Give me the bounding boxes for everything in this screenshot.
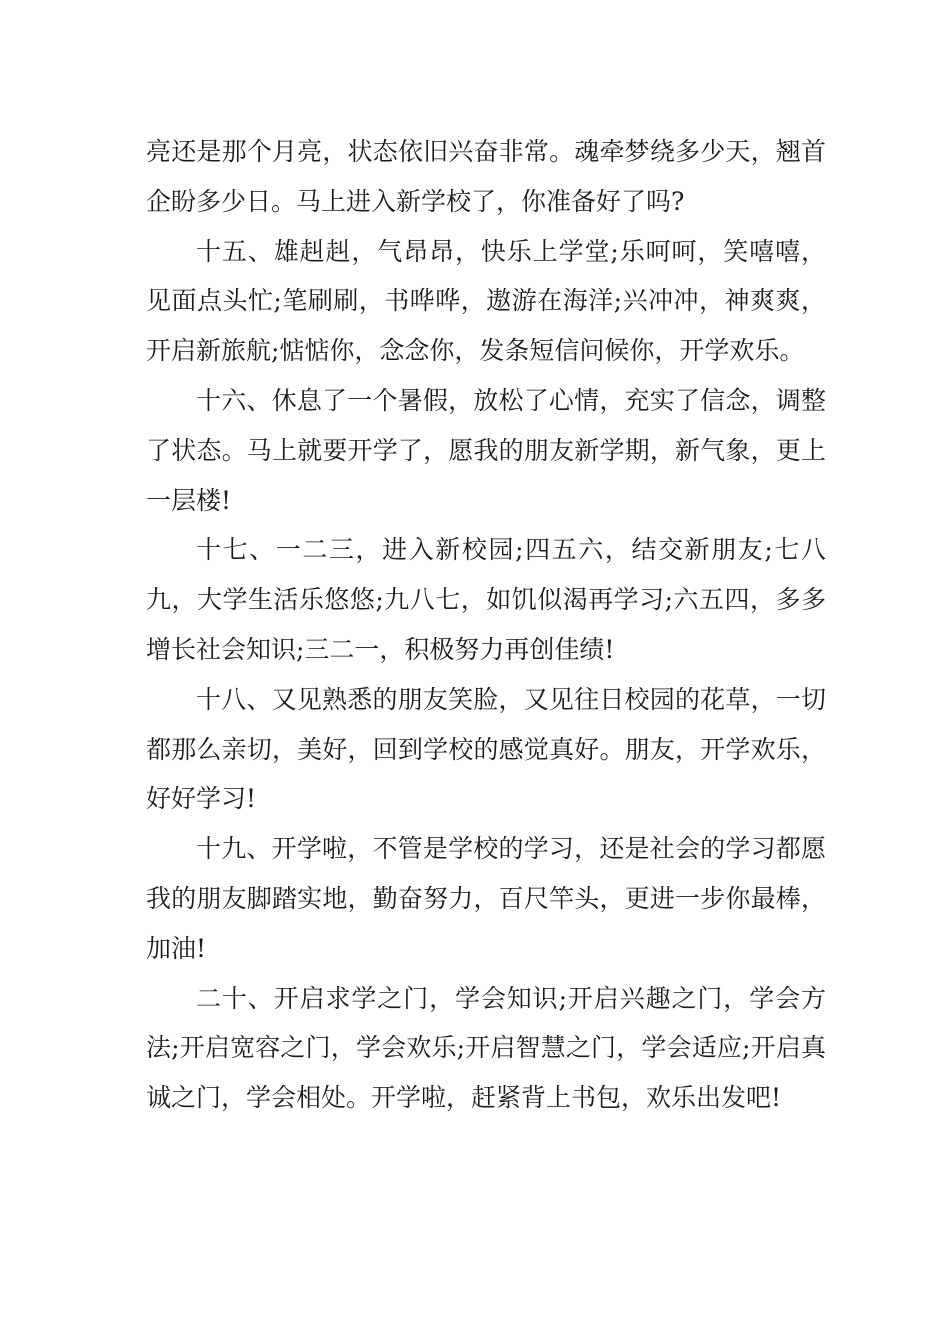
paragraph-17: 十七、一二三，进入新校园;四五六，结交新朋友;七八九，大学生活乐悠悠;九八七，如饥似渴再学习;六五四，多多增长社会知识;三二一，积极努力再创佳绩! bbox=[146, 535, 826, 664]
paragraph-19: 十九、开学啦，不管是学校的学习，还是社会的学习都愿我的朋友脚踏实地，勤奋努力，百尺竿头，更进一步你最棒，加油! bbox=[146, 834, 826, 963]
document-page bbox=[146, 127, 826, 1123]
paragraph-continuation: 亮还是那个月亮，状态依旧兴奋非常。魂牵梦绕多少天，翘首企盼多少日。马上进入新学校了，你准备好了吗? bbox=[146, 137, 826, 216]
paragraph-18: 十八、又见熟悉的朋友笑脸，又见往日校园的花草，一切都那么亲切，美好，回到学校的感觉真好。朋友，开学欢乐，好好学习! bbox=[146, 684, 826, 814]
paragraph-20: 二十、开启求学之门，学会知识;开启兴趣之门，学会方法;开启宽容之门，学会欢乐;开启智慧之门，学会适应;开启真诚之门，学会相处。开学啦，赶紧背上书包，欢乐出发吧! bbox=[146, 983, 826, 1113]
paragraph-15: 十五、雄赳赳，气昂昂，快乐上学堂;乐呵呵，笑嘻嘻，见面点头忙;笔刷刷，书哗哗，遨游在海洋;兴冲冲，神爽爽，开启新旅航;惦惦你，念念你，发条短信问候你，开学欢乐。 bbox=[146, 236, 826, 366]
paragraph-16: 十六、休息了一个暑假，放松了心情，充实了信念，调整了状态。马上就要开学了，愿我的朋友新学期，新气象，更上一层楼! bbox=[146, 385, 826, 515]
